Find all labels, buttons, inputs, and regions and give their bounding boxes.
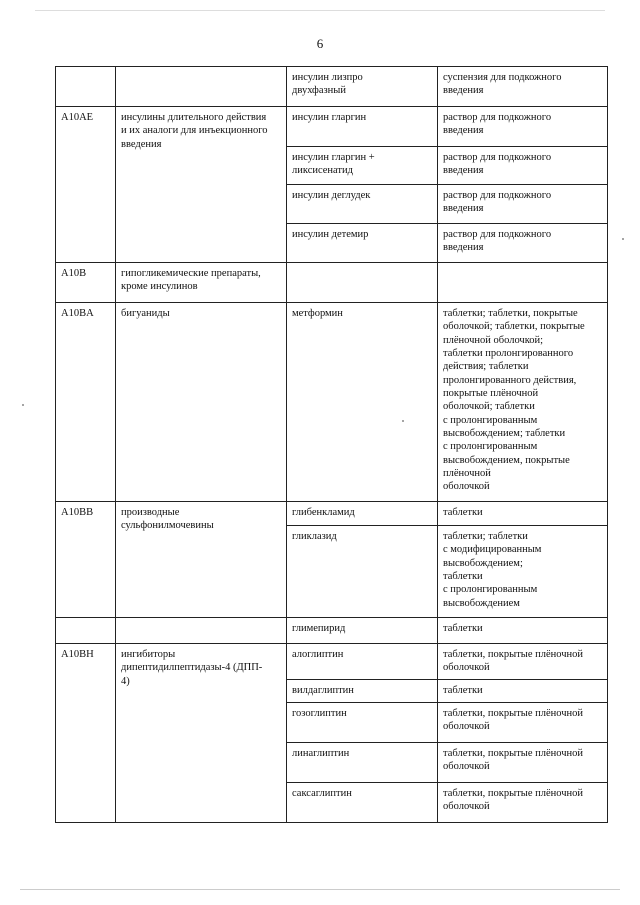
atc-code-cell bbox=[56, 263, 116, 303]
scan-edge-bottom bbox=[20, 889, 620, 890]
table-row bbox=[56, 107, 608, 147]
atc-group-cell bbox=[116, 263, 287, 303]
page-number: 6 bbox=[316, 36, 324, 51]
atc-group-cell bbox=[116, 67, 287, 107]
table-row bbox=[56, 618, 608, 644]
atc-group-cell bbox=[116, 107, 287, 263]
atc-code-cell-text: A10B bbox=[61, 268, 87, 279]
dosage-form-cell bbox=[438, 502, 608, 526]
scan-edge-top bbox=[35, 10, 605, 11]
table-row bbox=[56, 67, 608, 107]
atc-group-cell-text: гипогликемические препараты, кроме инсулинов bbox=[121, 268, 261, 293]
drug-name-cell bbox=[287, 526, 438, 618]
drug-name-cell-text: инсулин детемир bbox=[292, 229, 369, 240]
dosage-form-cell bbox=[438, 263, 608, 303]
dosage-form-cell-text: таблетки, покрытые плёночной оболочкой bbox=[443, 748, 584, 773]
drug-name-cell bbox=[287, 783, 438, 823]
drug-name-cell-text: гозоглиптин bbox=[292, 708, 347, 719]
dosage-form-cell bbox=[438, 147, 608, 185]
drug-table bbox=[55, 66, 608, 823]
dosage-form-cell bbox=[438, 303, 608, 502]
drug-name-cell-text: линаглиптин bbox=[292, 748, 350, 759]
atc-group-cell-text: производные сульфонилмочевины bbox=[121, 507, 214, 532]
atc-group-cell-text: бигуаниды bbox=[121, 308, 170, 319]
drug-name-cell bbox=[287, 680, 438, 703]
drug-name-cell-text: метформин bbox=[292, 308, 343, 319]
dosage-form-cell-text: раствор для подкожного введения bbox=[443, 229, 552, 254]
dosage-form-cell-text: раствор для подкожного введения bbox=[443, 152, 552, 177]
dosage-form-cell-text: раствор для подкожного введения bbox=[443, 190, 552, 215]
atc-code-cell bbox=[56, 502, 116, 618]
drug-name-cell bbox=[287, 147, 438, 185]
dosage-form-cell-text: таблетки, покрытые плёночной оболочкой bbox=[443, 649, 584, 674]
atc-code-cell bbox=[56, 67, 116, 107]
atc-code-cell-text: A10BH bbox=[61, 649, 94, 660]
dosage-form-cell-text: таблетки bbox=[443, 623, 483, 634]
atc-code-cell bbox=[56, 107, 116, 263]
dosage-form-cell bbox=[438, 224, 608, 263]
dosage-form-cell bbox=[438, 783, 608, 823]
dosage-form-cell-text: суспензия для подкожного введения bbox=[443, 72, 562, 97]
dosage-form-cell-text: таблетки bbox=[443, 685, 483, 696]
atc-group-cell bbox=[116, 303, 287, 502]
dosage-form-cell bbox=[438, 644, 608, 680]
scan-speck bbox=[22, 404, 24, 406]
atc-code-cell bbox=[56, 644, 116, 823]
drug-name-cell bbox=[287, 303, 438, 502]
atc-group-cell bbox=[116, 502, 287, 618]
drug-name-cell-text: инсулин лизпро двухфазный bbox=[292, 72, 363, 97]
drug-name-cell bbox=[287, 743, 438, 783]
atc-group-cell-text: ингибиторы дипептидилпептидазы-4 (ДПП- 4) bbox=[121, 649, 263, 687]
atc-code-cell-text: A10BA bbox=[61, 308, 94, 319]
dosage-form-cell-text: таблетки, покрытые плёночной оболочкой bbox=[443, 708, 584, 733]
drug-name-cell bbox=[287, 107, 438, 147]
drug-name-cell-text: инсулин деглудек bbox=[292, 190, 371, 201]
drug-name-cell bbox=[287, 263, 438, 303]
dosage-form-cell bbox=[438, 618, 608, 644]
drug-table-body bbox=[56, 67, 608, 823]
dosage-form-cell bbox=[438, 680, 608, 703]
dosage-form-cell bbox=[438, 107, 608, 147]
scan-speck bbox=[622, 238, 624, 240]
atc-code-cell bbox=[56, 303, 116, 502]
drug-name-cell-text: глибенкламид bbox=[292, 507, 355, 518]
dosage-form-cell bbox=[438, 703, 608, 743]
dosage-form-cell-text: таблетки bbox=[443, 507, 483, 518]
drug-name-cell bbox=[287, 185, 438, 224]
drug-name-cell bbox=[287, 618, 438, 644]
drug-name-cell bbox=[287, 67, 438, 107]
atc-group-cell-text: инсулины длительного действия и их аналоги для инъекционного введения bbox=[121, 112, 268, 150]
drug-name-cell bbox=[287, 644, 438, 680]
atc-group-cell bbox=[116, 618, 287, 644]
atc-code-cell bbox=[56, 618, 116, 644]
dosage-form-cell bbox=[438, 526, 608, 618]
dosage-form-cell-text: таблетки; таблетки, покрытые оболочкой; таблетки, покрытые плёночной оболочкой; таблетки пролонгированного действия; таблетки пролонгированного действия, покрытые плёночной оболочкой; таблетки с пролонгированным высвобождением; таблетки с пролонгированным высвобождением, покрытые плёночной оболочкой bbox=[443, 308, 585, 493]
dosage-form-cell bbox=[438, 67, 608, 107]
drug-name-cell-text: инсулин гларгин + ликсисенатид bbox=[292, 152, 375, 177]
drug-name-cell-text: алоглиптин bbox=[292, 649, 344, 660]
drug-name-cell bbox=[287, 224, 438, 263]
drug-name-cell-text: инсулин гларгин bbox=[292, 112, 367, 123]
drug-name-cell bbox=[287, 703, 438, 743]
table-row bbox=[56, 644, 608, 680]
drug-name-cell-text: саксаглиптин bbox=[292, 788, 352, 799]
table-row bbox=[56, 263, 608, 303]
drug-name-cell-text: гликлазид bbox=[292, 531, 337, 542]
atc-code-cell-text: A10AE bbox=[61, 112, 94, 123]
table-row bbox=[56, 303, 608, 502]
drug-name-cell-text: вилдаглиптин bbox=[292, 685, 354, 696]
drug-name-cell-text: глимепирид bbox=[292, 623, 346, 634]
dosage-form-cell bbox=[438, 185, 608, 224]
table-row bbox=[56, 502, 608, 526]
drug-name-cell bbox=[287, 502, 438, 526]
dosage-form-cell-text: таблетки, покрытые плёночной оболочкой bbox=[443, 788, 584, 813]
dosage-form-cell-text: раствор для подкожного введения bbox=[443, 112, 552, 137]
dosage-form-cell bbox=[438, 743, 608, 783]
atc-group-cell bbox=[116, 644, 287, 823]
dosage-form-cell-text: таблетки; таблетки с модифицированным высвобождением; таблетки с пролонгированным высвобождением bbox=[443, 531, 542, 609]
atc-code-cell-text: A10BB bbox=[61, 507, 94, 518]
